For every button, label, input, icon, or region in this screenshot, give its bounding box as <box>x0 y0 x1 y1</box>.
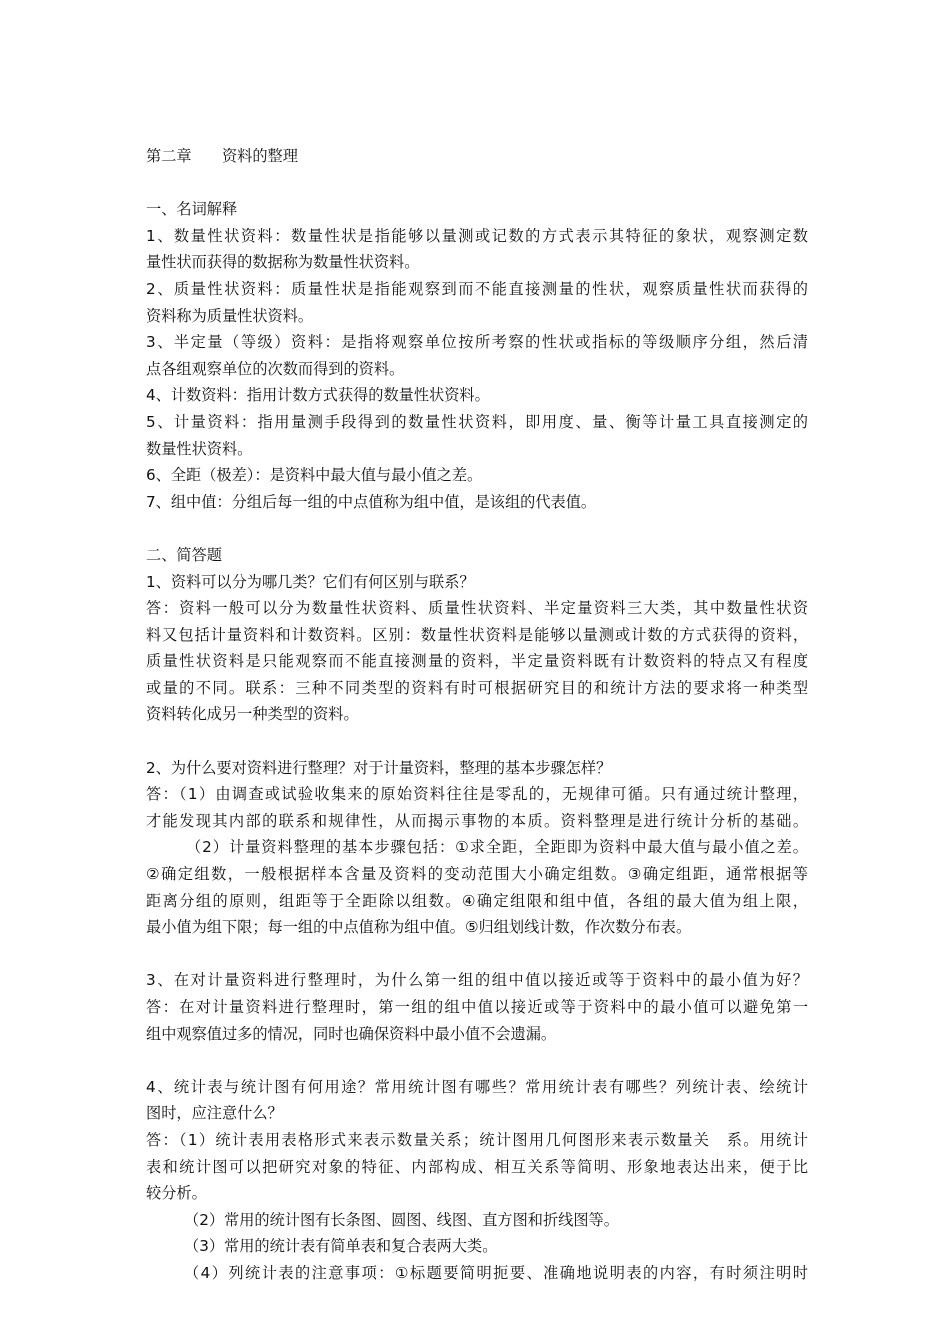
answer-line: 组中观察值过多的情况，同时也确保资料中最小值不会遗漏。 <box>146 1024 557 1043</box>
answer-line: 较分析。 <box>146 1184 207 1203</box>
answer-line: （2）计量资料整理的基本步骤包括：①求全距，全距即为资料中最大值与最小值之差。 <box>186 838 808 857</box>
answer-line: （2）常用的统计图有长条图、圆图、线图、直方图和折线图等。 <box>184 1210 619 1229</box>
section1-heading: 一、名词解释 <box>146 200 238 219</box>
term-line: 资料称为质量性状资料。 <box>146 306 314 325</box>
answer-line: 或量的不同。联系：三种不同类型的资料有时可根据研究目的和统计方法的要求将一种类型 <box>146 678 808 697</box>
answer-line: （3）常用的统计表有简单表和复合表两大类。 <box>184 1237 498 1256</box>
spacer <box>146 941 808 968</box>
answer-line: 质量性状资料是只能观察而不能直接测量的资料，半定量资料既有计数资料的特点又有程度 <box>146 652 808 671</box>
answer-line: 答：在对计量资料进行整理时，第一组的组中值以接近或等于资料中的最小值可以避免第一 <box>146 998 808 1016</box>
term-line: 2、质量性状资料：质量性状是指能观察到而不能直接测量的性状，观察质量性状而获得的 <box>146 279 808 298</box>
answer-line: 答：（1）统计表用表格形式来表示数量关系；统计图用几何图形来表示数量关 系。用统计 <box>146 1130 808 1149</box>
spacer <box>146 515 808 542</box>
answer-line: 最小值为组下限；每一组的中点值称为组中值。⑤归组划线计数，作次数分布表。 <box>146 918 692 937</box>
term-line: 5、计量资料：指用量测手段得到的数量性状资料，即用度、量、衡等计量工具直接测定的 <box>146 412 808 431</box>
question-3: 3、在对计量资料进行整理时，为什么第一组的组中值以接近或等于资料中的最小值为好？ <box>146 971 808 990</box>
chapter-title: 第二章 资料的整理 <box>146 147 298 165</box>
answer-line: 表和统计图可以把研究对象的特征、内部构成、相互关系等简明、形象地表达出来，便于比 <box>146 1157 808 1176</box>
question-4: 图时，应注意什么？ <box>146 1104 283 1123</box>
term-line: 7、组中值：分组后每一组的中点值称为组中值，是该组的代表值。 <box>146 492 597 511</box>
spacer <box>146 728 808 755</box>
answer-line: 资料转化成另一种类型的资料。 <box>146 705 359 724</box>
answer-line: 答：（1）由调查或试验收集来的原始资料往往是零乱的，无规律可循。只有通过统计整理， <box>146 785 808 804</box>
spacer <box>146 170 808 197</box>
term-line: 1、数量性状资料：数量性状是指能够以量测或记数的方式表示其特征的象状，观察测定数 <box>146 226 808 245</box>
term-line: 4、计数资料：指用计数方式获得的数量性状资料。 <box>146 386 490 405</box>
term-line: 数量性状资料。 <box>146 439 253 458</box>
answer-line: 距离分组的原则，组距等于全距除以组数。④确定组限和组中值，各组的最大值为组上限， <box>146 891 808 910</box>
section2-heading: 二、简答题 <box>146 545 222 564</box>
term-line: 3、半定量（等级）资料：是指将观察单位按所考察的性状或指标的等级顺序分组，然后清 <box>146 333 808 352</box>
answer-line: （4）列统计表的注意事项：①标题要简明扼要、准确地说明表的内容，有时须注明时 <box>184 1263 808 1282</box>
spacer <box>146 1047 808 1074</box>
document-page <box>146 143 808 1287</box>
answer-line: 才能发现其内部的联系和规律性，从而揭示事物的本质。资料整理是进行统计分析的基础。 <box>146 811 808 830</box>
question-2: 2、为什么要对资料进行整理？对于计量资料，整理的基本步骤怎样？ <box>146 758 612 777</box>
answer-line: ②确定组数，一般根据样本含量及资料的变动范围大小确定组数。③确定组距，通常根据等 <box>146 865 808 884</box>
answer-line: 料又包括计量资料和计数资料。区别：数量性状资料是能够以量测或计数的方式获得的资料， <box>146 625 808 644</box>
answer-line: 答：资料一般可以分为数量性状资料、质量性状资料、半定量资料三大类，其中数量性状资 <box>146 599 808 618</box>
term-line: 量性状而获得的数据称为数量性状资料。 <box>146 253 420 272</box>
term-line: 点各组观察单位的次数而得到的资料。 <box>146 359 405 378</box>
question-4: 4、统计表与统计图有何用途？常用统计图有哪些？常用统计表有哪些？列统计表、绘统计 <box>146 1077 808 1096</box>
term-line: 6、全距（极差）：是资料中最大值与最小值之差。 <box>146 466 483 485</box>
question-1: 1、资料可以分为哪几类？它们有何区别与联系？ <box>146 572 475 591</box>
